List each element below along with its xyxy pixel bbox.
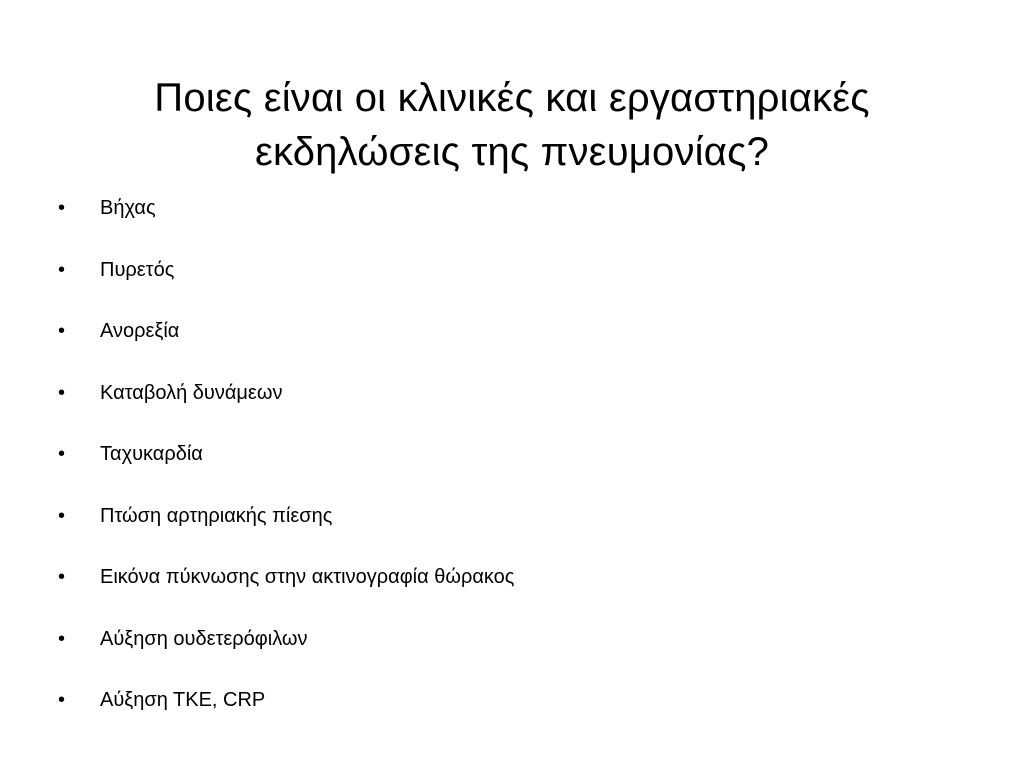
list-item xyxy=(58,682,514,744)
bullet-icon: • xyxy=(58,689,66,711)
slide-title-line-1: Ποιες είναι οι κλινικές και εργαστηριακές xyxy=(154,75,870,120)
bullet-text: Βήχας xyxy=(100,197,156,219)
bullet-text: Ταχυκαρδία xyxy=(100,443,203,465)
bullet-icon: • xyxy=(58,504,66,527)
list-item xyxy=(58,559,514,621)
bullet-icon: • xyxy=(58,443,66,465)
list-item xyxy=(58,313,514,375)
bullet-text: Αύξηση ουδετερόφιλων xyxy=(100,627,308,650)
slide-title xyxy=(112,71,912,179)
bullet-text: Ανορεξία xyxy=(100,320,180,342)
bullet-text: Πτώση αρτηριακής πίεσης xyxy=(100,504,333,527)
bullet-text: Αύξηση ΤΚΕ, CRP xyxy=(100,689,266,711)
bullet-list xyxy=(58,190,514,744)
bullet-icon: • xyxy=(58,197,66,219)
list-item xyxy=(58,252,514,314)
bullet-text: Εικόνα πύκνωσης στην ακτινογραφία θώρακος xyxy=(100,566,515,588)
list-item xyxy=(58,621,514,683)
list-item xyxy=(58,498,514,560)
bullet-icon: • xyxy=(58,566,66,588)
bullet-icon: • xyxy=(58,627,66,650)
bullet-text: Πυρετός xyxy=(100,258,175,281)
bullet-icon: • xyxy=(58,258,66,281)
list-item xyxy=(58,190,514,252)
bullet-icon: • xyxy=(58,381,66,404)
list-item xyxy=(58,375,514,437)
slide-title-line-2: εκδηλώσεις της πνευμονίας? xyxy=(254,129,770,174)
bullet-icon: • xyxy=(58,320,66,342)
bullet-text: Καταβολή δυνάμεων xyxy=(100,381,283,404)
list-item xyxy=(58,436,514,498)
